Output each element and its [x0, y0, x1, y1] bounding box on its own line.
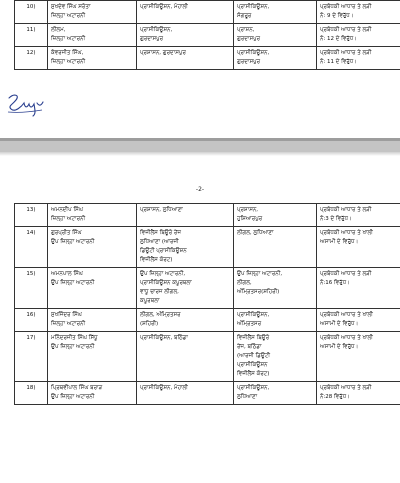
- cell-text-line: ਪ੍ਰਾਸ਼ਨ,: [237, 27, 255, 33]
- cell-text-line: ਜ਼ਿਲ੍ਹਾ ਅਟਾਰਨੀ: [51, 59, 86, 65]
- cell-to: [234, 1, 317, 24]
- cell-name: [48, 204, 137, 227]
- cell-text-line: ਜ਼ਿਲ੍ਹਾ ਅਟਾਰਨੀ: [51, 36, 86, 42]
- cell-text-line: ਉਪ ਜ਼ਿਲ੍ਹਾ ਅਟਾਰਨੀ: [51, 280, 95, 286]
- cell-text-line: ਲੁਧਿਆਣਾ: [237, 394, 258, 400]
- cell-to: [234, 204, 317, 227]
- cell-text-line: ਪ੍ਰਾਸੀਕਿਊਸ਼ਨ: [237, 362, 268, 368]
- cell-sr: 18): [15, 382, 48, 405]
- cell-text-line: ਡਿਊਟੀ ਪ੍ਰਾਸੀਕਿਊਸ਼ਨ: [140, 248, 187, 254]
- page-number: -2-: [195, 186, 205, 193]
- cell-text-line: (ਸ਼ਹਿਰੀ): [140, 321, 159, 327]
- cell-text-line: ਉਪ ਜ਼ਿਲ੍ਹਾ ਅਟਾਰਨੀ,: [140, 271, 186, 277]
- cell-to: [234, 309, 317, 332]
- table-row: [15, 227, 400, 268]
- cell-text-line: ਲੀਗਲ, ਲੁਧਿਆਣਾ: [237, 230, 274, 236]
- cell-text-line: ਪ੍ਰਾਸੀਕਿਊਸ਼ਨ,: [237, 385, 270, 391]
- cell-text-line: ਵਿਜੀਲੈਂਸ ਕੋਰਟ): [140, 257, 173, 263]
- table-row: [15, 47, 400, 70]
- cell-text-line: ਉਪ ਜ਼ਿਲ੍ਹਾ ਅਟਾਰਨੀ: [51, 394, 95, 400]
- cell-from: [137, 309, 234, 332]
- cell-text-line: ਅਮਨਪਾਲ ਸਿੰਘ: [51, 271, 83, 277]
- table-row: [15, 24, 400, 47]
- table-row: [15, 332, 400, 382]
- cell-sr: 13): [15, 204, 48, 227]
- cell-text-line: ਪ੍ਰਾਸੀਕਿਊਸ਼ਨ,: [237, 4, 270, 10]
- cell-text-line: ਨੰ:16 ਵਿਰੁੱਧ।: [320, 280, 350, 286]
- cell-text-line: ਅੰਮ੍ਰਿਤਸਰ: [237, 321, 262, 327]
- cell-text-line: ਅਸਾਮੀ ਦੇ ਵਿਰੁੱਧ।: [320, 239, 359, 245]
- cell-text-line: ਪ੍ਰਾਸੀਕਿਊਸ਼ਨ, ਮੋਹਾਲੀ: [140, 385, 188, 391]
- cell-from: [137, 332, 234, 382]
- cell-text-line: ਪ੍ਰਾਸੀਕਿਊਸ਼ਨ,: [237, 312, 270, 318]
- cell-remark: [317, 309, 400, 332]
- cell-text-line: ਲੀਗਲ,: [237, 280, 252, 286]
- cell-text-line: ਪ੍ਰਾਸੀਕਿਊਸ਼ਨ,: [237, 50, 270, 56]
- cell-text-line: ਕਪੂਰਥਲਾ: [140, 298, 160, 304]
- cell-text-line: ਗੁਰਦਾਸਪੁਰ: [237, 36, 261, 42]
- cell-text-line: ਹੁਸ਼ਿਆਰਪੁਰ: [237, 216, 263, 222]
- cell-text-line: ਲੁਧਿਆਣਾ (ਆਰਜੀ: [140, 239, 179, 245]
- cell-text-line: ਵਿਜੀਲੈਂਸ ਬਿਊਰੋ ਰੇਂਜ: [140, 230, 181, 236]
- cell-text-line: ਪ੍ਰਾਸੀਕਿਊਸ਼ਨ,: [140, 27, 173, 33]
- cell-text-line: ਨੰ: 12 ਦੇ ਵਿਰੁੱਧ।: [320, 36, 357, 42]
- table-row: [15, 309, 400, 332]
- table-row: [15, 1, 400, 24]
- cell-sr: 14): [15, 227, 48, 268]
- cell-text-line: ਜ਼ਿਲ੍ਹਾ ਅਟਾਰਨੀ: [51, 13, 86, 19]
- cell-to: [234, 382, 317, 405]
- cell-text-line: ਉਪ ਜ਼ਿਲ੍ਹਾ ਅਟਾਰਨੀ,: [237, 271, 283, 277]
- cell-text-line: ਪ੍ਰਬੰਧਕੀ ਆਧਾਰ ਤੇ ਲੜੀ: [320, 27, 372, 33]
- cell-text-line: ਵਿਜੀਲੈਂਸ ਕੋਰਟ): [237, 371, 270, 377]
- cell-text-line: ਨੰ: 11 ਦੇ ਵਿਰੁੱਧ।: [320, 59, 357, 65]
- transfer-table-page-2: [14, 203, 400, 405]
- cell-remark: [317, 332, 400, 382]
- cell-text-line: ਮਨਿੰਦਰਜੀਤ ਸਿੰਘ ਸਿੱਧੂ: [51, 335, 98, 341]
- cell-text-line: ਸੁਖਜਿੰਦਰ ਸਿੰਘ: [51, 312, 82, 318]
- table-row: [15, 204, 400, 227]
- cell-text-line: ਜ਼ਿਲ੍ਹਾ ਅਟਾਰਨੀ: [51, 216, 86, 222]
- cell-to: [234, 47, 317, 70]
- document-page-1: [0, 0, 400, 138]
- cell-name: [48, 382, 137, 405]
- cell-text-line: ਨੰ:3 ਦੇ ਵਿਰੁੱਧ।: [320, 216, 352, 222]
- cell-from: [137, 204, 234, 227]
- cell-from: [137, 268, 234, 309]
- cell-text-line: ਨੰ:28 ਵਿਰੁੱਧ।: [320, 394, 350, 400]
- cell-remark: [317, 24, 400, 47]
- cell-remark: [317, 1, 400, 24]
- cell-sr: 10): [15, 1, 48, 24]
- cell-sr: 15): [15, 268, 48, 309]
- cell-name: [48, 24, 137, 47]
- cell-from: [137, 227, 234, 268]
- cell-text-line: ਪ੍ਰਬੰਧਕੀ ਆਧਾਰ ਤੇ ਲੜੀ: [320, 385, 372, 391]
- table-row: [15, 268, 400, 309]
- cell-from: [137, 47, 234, 70]
- page-shadow: [0, 138, 400, 141]
- cell-text-line: ਅਸਾਮੀ ਦੇ ਵਿਰੁੱਧ।: [320, 344, 359, 350]
- cell-text-line: ਅਸਾਮੀ ਦੇ ਵਿਰੁੱਧ।: [320, 321, 359, 327]
- cell-remark: [317, 204, 400, 227]
- cell-text-line: ਉਪ ਜ਼ਿਲ੍ਹਾ ਅਟਾਰਨੀ: [51, 344, 95, 350]
- cell-text-line: ਉਪ ਜ਼ਿਲ੍ਹਾ ਅਟਾਰਨੀ: [51, 239, 95, 245]
- cell-name: [48, 268, 137, 309]
- cell-text-line: ਗੁਰਦਾਸਪੁਰ: [237, 59, 261, 65]
- cell-remark: [317, 47, 400, 70]
- cell-text-line: ਪ੍ਰਾਸੀਕਿਊਸ਼ਨ ਕਪੂਰਥਲਾ: [140, 280, 192, 286]
- cell-text-line: ਪ੍ਰਬੰਧਕੀ ਆਧਾਰ ਤੇ ਲੜੀ: [320, 207, 372, 213]
- cell-text-line: ਵਿਜੀਲੈਂਸ ਬਿਊਰੋ: [237, 335, 270, 341]
- cell-text-line: ਪ੍ਰਬੰਧਕੀ ਆਧਾਰ ਤੇ ਖਾਲੀ: [320, 335, 373, 341]
- cell-name: [48, 309, 137, 332]
- cell-text-line: ਪ੍ਰਬੰਧਕੀ ਆਧਾਰ ਤੇ ਖਾਲੀ: [320, 230, 373, 236]
- cell-to: [234, 332, 317, 382]
- cell-text-line: ਪ੍ਰਬੰਧਕੀ ਆਧਾਰ ਤੇ ਲੜੀ: [320, 4, 372, 10]
- cell-text-line: ਅੰਮ੍ਰਿਤਸਰ(ਸ਼ਹਿਰੀ): [237, 289, 280, 295]
- cell-text-line: ਪ੍ਰਿਥਵੀਪਾਲ ਸਿੰਘ ਬਰਾੜ: [51, 385, 103, 391]
- table-row: [15, 382, 400, 405]
- cell-name: [48, 47, 137, 70]
- cell-to: [234, 268, 317, 309]
- cell-sr: 16): [15, 309, 48, 332]
- cell-remark: [317, 227, 400, 268]
- cell-text-line: ਰੇਂਜ, ਬਠਿੰਡਾ: [237, 344, 262, 350]
- cell-text-line: ਵਾਧੂ ਚਾਰਜ ਲੀਗਲ,: [140, 289, 179, 295]
- cell-name: [48, 332, 137, 382]
- cell-text-line: ਗੁਰਦਾਸਪੁਰ: [140, 36, 164, 42]
- cell-name: [48, 227, 137, 268]
- cell-text-line: ਸੰਗਰੂਰ: [237, 13, 252, 19]
- cell-text-line: ਜ਼ਿਲ੍ਹਾ ਅਟਾਰਨੀ: [51, 321, 86, 327]
- cell-text-line: ਅਮਨਦੀਪ ਸਿੰਘ: [51, 207, 83, 213]
- cell-text-line: ਪ੍ਰਾਸੀਕਿਊਸ਼ਨ, ਬਠਿੰਡਾ: [140, 335, 188, 341]
- cell-from: [137, 382, 234, 405]
- cell-text-line: ਲੀਗਲ, ਅੰਮ੍ਰਿਤਸਰ: [140, 312, 181, 318]
- cell-sr: 12): [15, 47, 48, 70]
- cell-from: [137, 1, 234, 24]
- document-page-2: [0, 152, 400, 483]
- cell-text-line: (ਆਰਜੀ ਡਿਊਟੀ: [237, 353, 271, 359]
- cell-text-line: ਪ੍ਰਬੰਧਕੀ ਆਧਾਰ ਤੇ ਲੜੀ: [320, 271, 372, 277]
- cell-text-line: ਗੁਰਪ੍ਰੀਤ ਸਿੰਘ: [51, 230, 82, 236]
- cell-text-line: ਲੀਲਮ,: [51, 27, 66, 33]
- cell-from: [137, 24, 234, 47]
- transfer-table-page-1: [14, 0, 400, 70]
- cell-to: [234, 227, 317, 268]
- cell-text-line: ਪ੍ਰਬੰਧਕੀ ਆਧਾਰ ਤੇ ਖਾਲੀ: [320, 312, 373, 318]
- cell-to: [234, 24, 317, 47]
- cell-sr: 17): [15, 332, 48, 382]
- cell-text-line: ਪ੍ਰਬੰਧਕੀ ਆਧਾਰ ਤੇ ਲੜੀ: [320, 50, 372, 56]
- cell-sr: 11): [15, 24, 48, 47]
- cell-text-line: ਪ੍ਰਸ਼ਾਸਨ,: [237, 207, 259, 213]
- cell-text-line: ਨੰ: 9 ਦੇ ਵਿਰੁੱਧ।: [320, 13, 354, 19]
- cell-text-line: ਪ੍ਰਾਸੀਕਿਊਸ਼ਨ, ਮੋਹਾਲੀ: [140, 4, 188, 10]
- cell-remark: [317, 268, 400, 309]
- cell-name: [48, 1, 137, 24]
- cell-remark: [317, 382, 400, 405]
- cell-text-line: ਪ੍ਰਸ਼ਾਸਨ, ਲੁਧਿਆਣਾ: [140, 207, 183, 213]
- signature: [6, 92, 46, 118]
- cell-text-line: ਸੁਖਦੇਵ ਸਿੰਘ ਸਰੋਤਾ: [51, 4, 91, 10]
- cell-text-line: ਪ੍ਰਸ਼ਾਸਨ, ਗੁਰਦਾਸਪੁਰ: [140, 50, 186, 56]
- cell-text-line: ਕੰਵਰਜੀਤ ਸਿੰਘ,: [51, 50, 84, 56]
